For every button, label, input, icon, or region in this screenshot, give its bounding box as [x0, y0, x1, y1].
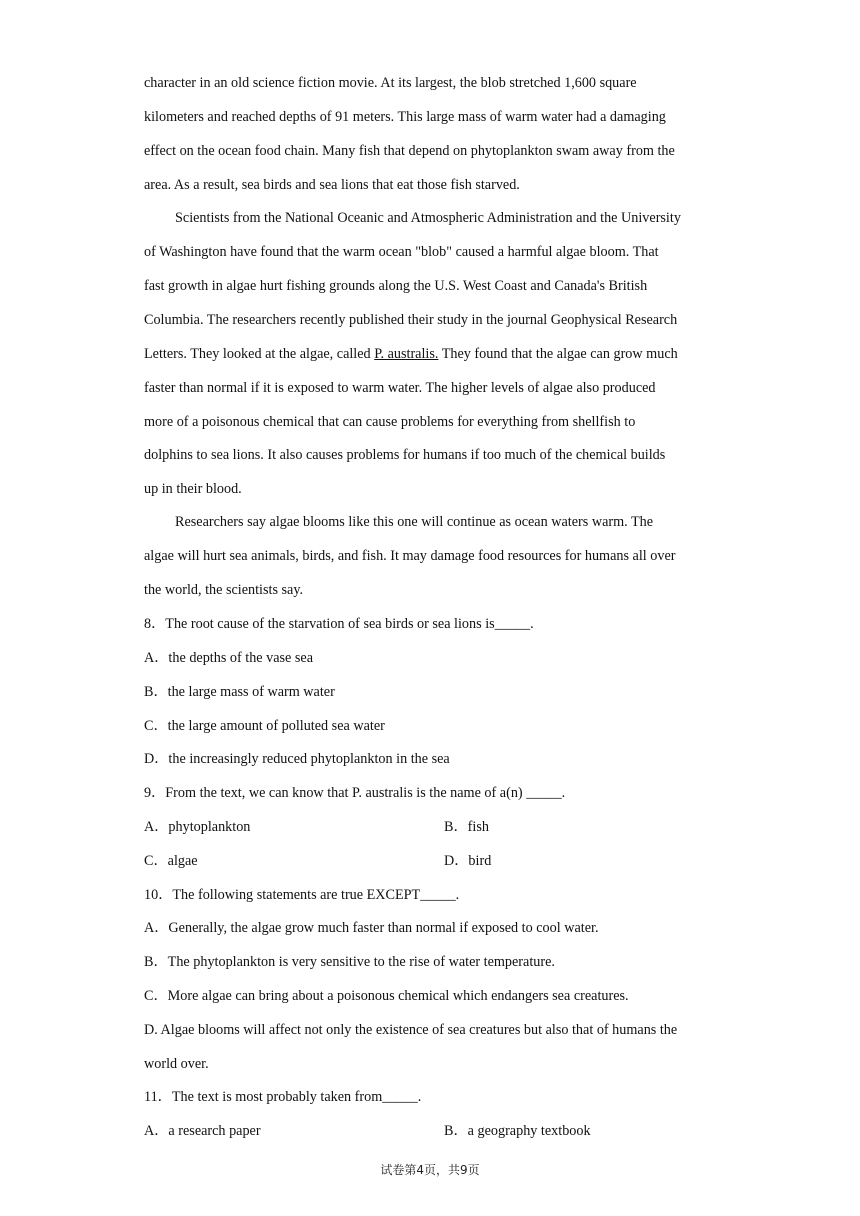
option-c: C．More algae can bring about a poisonous chemical which endangers sea creatures. — [144, 988, 629, 1004]
question-stem: 8．The root cause of the starvation of sea birds or sea lions is_____. — [144, 616, 534, 632]
passage-line: dolphins to sea lions. It also causes problems for humans if too much of the chemical builds — [144, 447, 666, 463]
passage-line: Scientists from the National Oceanic and Atmospheric Administration and the University — [175, 210, 681, 226]
passage-line: Columbia. The researchers recently published their study in the journal Geophysical Research — [144, 312, 678, 328]
option-a: A．Generally, the algae grow much faster than normal if exposed to cool water. — [144, 920, 599, 936]
passage-line: faster than normal if it is exposed to warm water. The higher levels of algae also produced — [144, 380, 656, 396]
question-stem: 10．The following statements are true EXCEPT_____. — [144, 887, 460, 903]
option-d: D．the increasingly reduced phytoplankton in the sea — [144, 751, 450, 767]
passage-line: area. As a result, sea birds and sea lions that eat those fish starved. — [144, 177, 520, 193]
option-d: D. Algae blooms will affect not only the existence of sea creatures but also that of humans the — [144, 1022, 678, 1038]
page-footer: 试卷第4页，共9页 — [380, 1163, 480, 1177]
passage-line: effect on the ocean food chain. Many fish that depend on phytoplankton swam away from the — [144, 143, 675, 159]
passage-line: of Washington have found that the warm ocean "blob" caused a harmful algae bloom. That — [144, 244, 659, 260]
passage-line: character in an old science fiction movie. At its largest, the blob stretched 1,600 square — [144, 75, 637, 91]
option-d-continued: world over. — [144, 1056, 209, 1072]
option-a: A．the depths of the vase sea — [144, 650, 314, 666]
passage-line: fast growth in algae hurt fishing grounds along the U.S. West Coast and Canada's British — [144, 278, 648, 294]
option-a: A．phytoplankton — [144, 819, 251, 835]
question-stem: 9．From the text, we can know that P. australis is the name of a(n) _____. — [144, 785, 566, 801]
option-b: B．the large mass of warm water — [144, 684, 335, 700]
passage-text: They found that the algae can grow much — [438, 346, 678, 362]
passage-line: kilometers and reached depths of 91 meters. This large mass of warm water had a damaging — [144, 109, 666, 125]
passage-line: the world, the scientists say. — [144, 582, 304, 598]
passage-line — [144, 344, 678, 364]
passage-line: up in their blood. — [144, 481, 242, 497]
passage-line: more of a poisonous chemical that can cause problems for everything from shellfish to — [144, 414, 636, 430]
option-c: C．the large amount of polluted sea water — [144, 718, 385, 734]
passage-text: Letters. They looked at the algae, called — [144, 346, 375, 362]
question-stem: 11．The text is most probably taken from_____. — [144, 1089, 422, 1105]
option-c: C．algae — [144, 853, 198, 869]
option-b: B．fish — [444, 819, 489, 835]
option-a: A．a research paper — [144, 1123, 261, 1139]
passage-line: Researchers say algae blooms like this one will continue as ocean waters warm. The — [175, 514, 654, 530]
option-b: B．a geography textbook — [444, 1123, 591, 1139]
passage-line: algae will hurt sea animals, birds, and fish. It may damage food resources for humans all over — [144, 548, 676, 564]
option-d: D．bird — [444, 853, 492, 869]
option-b: B．The phytoplankton is very sensitive to the rise of water temperature. — [144, 954, 555, 970]
underlined-term: P. australis. — [374, 346, 439, 362]
